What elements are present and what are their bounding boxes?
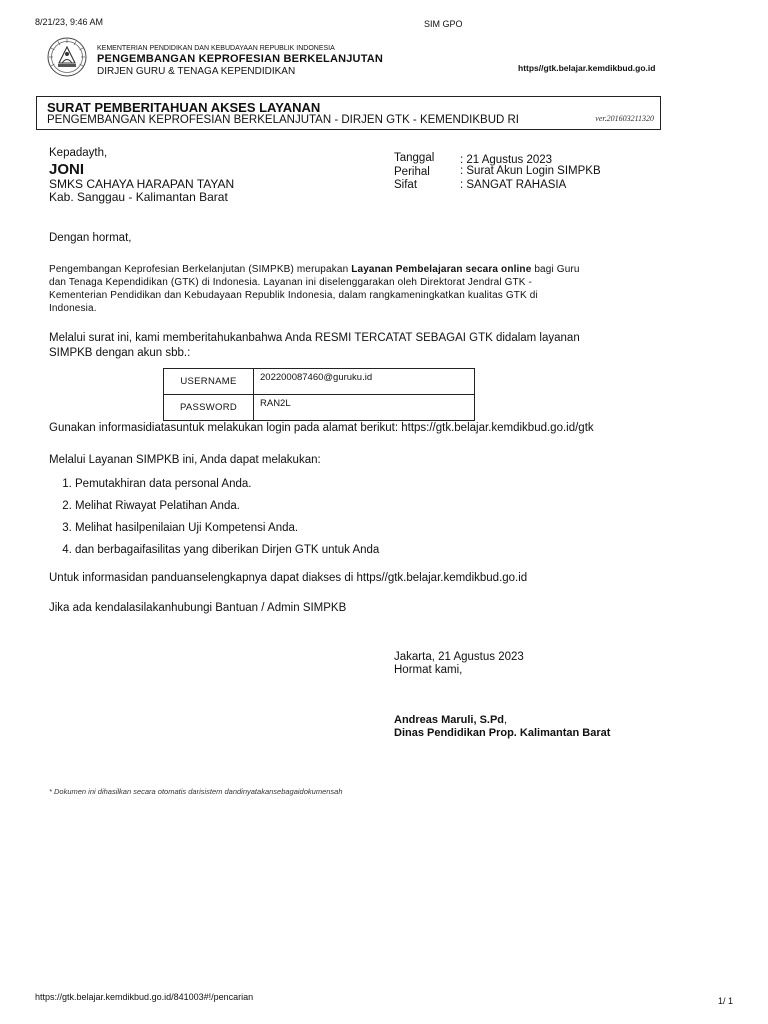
meta-nature-value: : SANGAT RAHASIA <box>460 179 567 191</box>
print-datetime: 8/21/23, 9:46 AM <box>35 17 104 27</box>
password-value: RAN2L <box>254 395 475 421</box>
notice-line-2: SIMPKB dengan akun sbb.: <box>49 347 191 359</box>
intro-text-bold: Layanan Pembelajaran secara online <box>351 264 532 275</box>
recipient-school: SMKS CAHAYA HARAPAN TAYAN <box>49 177 235 191</box>
tut-wuri-handayani-logo <box>42 36 92 78</box>
features-list <box>42 477 379 565</box>
signature-place-date: Jakarta, 21 Agustus 2023 <box>394 651 524 663</box>
signature-closing: Hormat kami, <box>394 664 463 676</box>
meta-subject-value: : Surat Akun Login SIMPKB <box>460 165 601 177</box>
footnote: * Dokumen ini dihasilkan secara otomatis darisistem dandinyatakansebagaidokumensah <box>49 787 343 796</box>
login-info: Gunakan informasidiatasuntuk melakukan login pada alamat berikut: https://gtk.belajar.kemdikbud.go.id/gtk <box>49 422 594 434</box>
contact-info: Jika ada kendalasilakanhubungi Bantuan / Admin SIMPKB <box>49 602 347 614</box>
meta-subject-label: Perihal <box>394 166 430 178</box>
intro-line-2: dan Tenaga Kependidikan (GTK) di Indonesia. Layanan ini diselenggarakan oleh Direktorat Jendral GTK - <box>49 277 533 288</box>
letterhead-program: PENGEMBANGAN KEPROFESIAN BERKELANJUTAN <box>97 53 384 65</box>
document-subtitle: PENGEMBANGAN KEPROFESIAN BERKELANJUTAN - DIRJEN GTK - KEMENDIKBUD RI <box>47 114 519 126</box>
signature-name-line <box>394 714 507 726</box>
recipient-to-label: Kepadayth, <box>49 147 108 159</box>
print-footer-url: https://gtk.belajar.kemdikbud.go.id/841003#!/pencarian <box>35 992 254 1002</box>
list-item: 4. dan berbagaifasilitas yang diberikan Dirjen GTK untuk Anda <box>75 543 379 565</box>
notice-paragraph <box>49 331 580 361</box>
meta-date-value: : 21 Agustus 2023 <box>460 154 553 166</box>
intro-paragraph <box>49 263 580 315</box>
print-page-number: 1/ 1 <box>718 996 734 1006</box>
intro-text-1: Pengembangan Keprofesian Berkelanjutan (SIMPKB) merupakan <box>49 264 352 275</box>
intro-text-2: bagi Guru <box>531 264 580 275</box>
list-item: 3. Melihat hasilpenilaian Uji Kompetensi Anda. <box>75 521 379 543</box>
signature-name: Andreas Maruli, S.Pd <box>394 714 505 726</box>
table-row <box>164 369 475 395</box>
features-intro: Melalui Layanan SIMPKB ini, Anda dapat melakukan: <box>49 454 321 466</box>
title-box <box>36 96 661 130</box>
table-row <box>164 395 475 421</box>
meta-date-label: Tanggal <box>394 152 435 164</box>
guide-info: Untuk informasidan panduanselengkapnya dapat diakses di https//gtk.belajar.kemdikbud.go.id <box>49 572 528 584</box>
meta-nature-label: Sifat <box>394 179 418 191</box>
username-value: 202200087460@guruku.id <box>254 369 475 395</box>
letterhead-url: https//gtk.belajar.kemdikbud.go.id <box>518 63 656 73</box>
list-item: 2. Melihat Riwayat Pelatihan Anda. <box>75 499 379 521</box>
signature-office: Dinas Pendidikan Prop. Kalimantan Barat <box>394 727 611 739</box>
intro-line-3: Kementerian Pendidikan dan Kebudayaan Republik Indonesia, dalam rangkameningkatkan kualitas GTK di <box>49 290 538 301</box>
username-label: USERNAME <box>164 369 254 395</box>
credentials-table <box>163 368 475 421</box>
notice-line-1: Melalui surat ini, kami memberitahukanbahwa Anda RESMI TERCATAT SEBAGAI GTK didalam layanan <box>49 332 580 344</box>
signature-name-suffix: , <box>504 714 508 726</box>
document-title: SURAT PEMBERITAHUAN AKSES LAYANAN <box>47 100 321 115</box>
document-version: ver.201603211320 <box>595 114 654 123</box>
letterhead-directorate: DIRJEN GURU & TENAGA KEPENDIDIKAN <box>97 66 296 77</box>
recipient-region: Kab. Sanggau - Kalimantan Barat <box>49 190 228 204</box>
print-page-title: SIM GPO <box>424 19 463 29</box>
greeting: Dengan hormat, <box>49 232 132 244</box>
letterhead-ministry: KEMENTERIAN PENDIDIKAN DAN KEBUDAYAAN REPUBLIK INDONESIA <box>97 45 335 52</box>
list-item: 1. Pemutakhiran data personal Anda. <box>75 477 379 499</box>
password-label: PASSWORD <box>164 395 254 421</box>
recipient-name: JONI <box>49 161 85 178</box>
intro-line-4: Indonesia. <box>49 303 97 314</box>
